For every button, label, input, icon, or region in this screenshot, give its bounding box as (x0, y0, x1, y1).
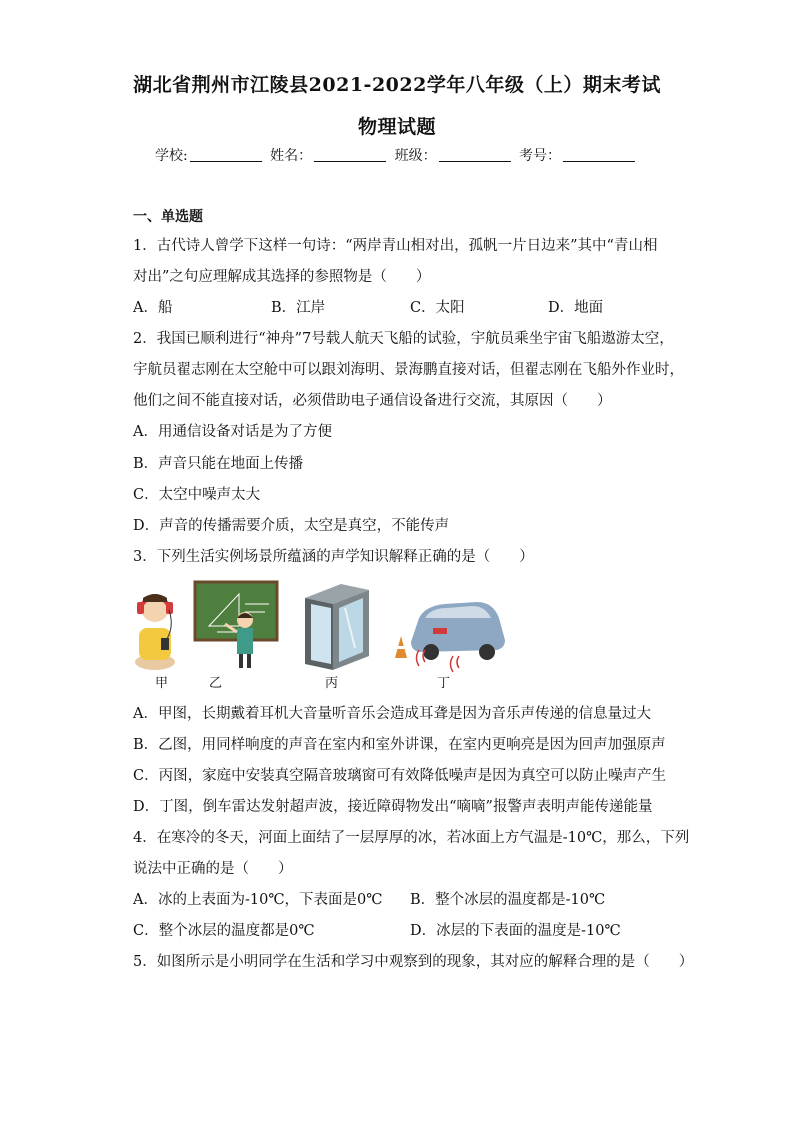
q5-stem: 5．如图所示是小明同学在生活和学习中观察到的现象，其对应的解释合理的是（ ） (133, 954, 694, 970)
q4-option-b: B．整个冰层的温度都是-10℃ (410, 892, 606, 908)
q4-stem-line2: 说法中正确的是（ ） (133, 861, 293, 877)
q2-stem-line2: 宇航员翟志刚在太空舱中可以跟刘海明、景海鹏直接对话，但翟志刚在飞船外作业时， (133, 362, 684, 378)
q1-option-b: B．江岸 (271, 300, 326, 316)
caption-ding: 丁 (437, 676, 451, 691)
q1-stem-line1: 1．古代诗人曾学下这样一句诗：“两岸青山相对出，孤帆一片日边来”其中“青山相 (133, 238, 658, 254)
q3-option-c: C．丙图，家庭中安装真空隔音玻璃窗可有效降低噪声是因为真空可以防止噪声产生 (133, 768, 667, 784)
q2-option-d: D．声音的传播需要介质，太空是真空，不能传声 (133, 518, 450, 534)
exam-title: 湖北省荆州市江陵县2021-2022学年八年级（上）期末考试 (133, 74, 661, 96)
school-label: 学校: (154, 148, 188, 164)
car-parking-radar-illustration (395, 602, 505, 672)
vacuum-window-illustration (305, 584, 369, 670)
q2-stem-line1: 2．我国已顺利进行“神舟”7号载人航天飞船的试验，宇航员乘坐宇宙飞船遨游太空， (133, 331, 674, 347)
caption-jia: 甲 (155, 676, 169, 691)
class-label: 班级： (394, 148, 437, 164)
q4-option-d: D．冰层的下表面的温度是-10℃ (410, 923, 621, 939)
name-blank (314, 147, 386, 162)
exam-number-blank (563, 147, 635, 162)
q3-figure (133, 578, 513, 673)
exam-number-label: 考号： (519, 148, 562, 164)
q2-option-b: B．声音只能在地面上传播 (133, 456, 304, 472)
exam-subtitle: 物理试题 (357, 116, 436, 138)
student-info-row (0, 145, 794, 165)
q4-stem-line1: 4．在寒冷的冬天，河面上面结了一层厚厚的冰，若冰面上方气温是-10℃，那么，下列 (133, 830, 690, 846)
school-blank (190, 147, 262, 162)
q3-stem: 3．下列生活实例场景所蕴涵的声学知识解释正确的是（ ） (133, 549, 534, 565)
child-headphones-illustration (135, 594, 175, 670)
q1-option-c: C．太阳 (410, 300, 465, 316)
q2-option-a: A．用通信设备对话是为了方便 (133, 424, 332, 440)
q4-option-c: C．整个冰层的温度都是0℃ (133, 923, 315, 939)
q1-stem-line2: 对出”之句应理解成其选择的参照物是（ ） (133, 269, 431, 285)
caption-bing: 丙 (325, 676, 339, 691)
q2-stem-line3: 他们之间不能直接对话，必须借助电子通信设备进行交流，其原因（ ） (133, 393, 612, 409)
q1-option-a: A．船 (133, 300, 173, 316)
q3-option-b: B．乙图，用同样响度的声音在室内和室外讲课，在室内更响亮是因为回声加强原声 (133, 737, 666, 753)
class-blank (439, 147, 511, 162)
caption-yi: 乙 (209, 676, 223, 691)
section-heading: 一、单选题 (133, 209, 203, 225)
q4-option-a: A．冰的上表面为-10℃，下表面是0℃ (133, 892, 383, 908)
q3-option-d: D．丁图，倒车雷达发射超声波，接近障碍物发出“嘀嘀”报警声表明声能传递能量 (133, 799, 653, 815)
q2-option-c: C．太空中噪声太大 (133, 487, 261, 503)
teacher-chalkboard-illustration (195, 582, 277, 668)
q1-option-d: D．地面 (548, 300, 604, 316)
q3-option-a: A．甲图，长期戴着耳机大音量听音乐会造成耳聋是因为音乐声传递的信息量过大 (133, 706, 651, 722)
name-label: 姓名： (270, 148, 313, 164)
